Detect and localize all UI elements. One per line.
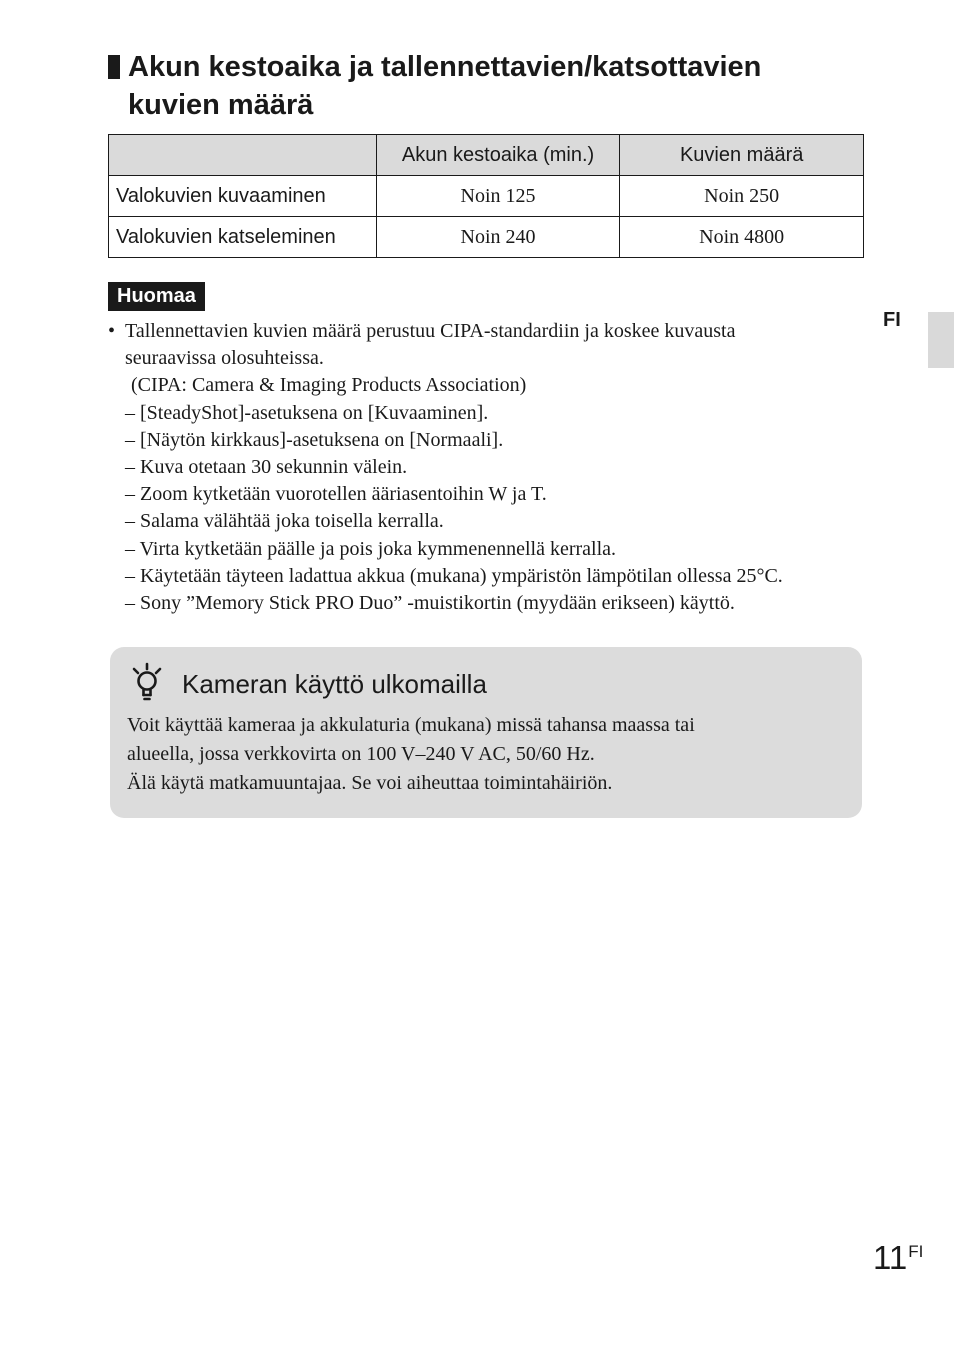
table-row [109, 217, 864, 258]
page-number-suffix: FI [908, 1242, 924, 1261]
condition-item: – Sony ”Memory Stick PRO Duo” -muistikortin (myydään erikseen) käyttö. [125, 592, 735, 615]
image-count-value: Noin 4800 [620, 217, 864, 258]
battery-life-value: Noin 240 [376, 217, 620, 258]
heading-marker [108, 55, 120, 79]
note-bullet [108, 318, 878, 345]
table-row [109, 176, 864, 217]
tip-line: Älä käytä matkamuuntajaa. Se voi aiheuttaa toimintahäiriön. [127, 772, 613, 794]
battery-life-value: Noin 125 [376, 176, 620, 217]
tip-title: Kameran käyttö ulkomailla [182, 669, 487, 699]
row-label: Valokuvien kuvaaminen [109, 176, 377, 217]
condition-item: – [Näytön kirkkaus]-asetuksena on [Normaali]. [125, 428, 504, 451]
page-number [873, 1236, 923, 1286]
table-header-image-count: Kuvien määrä [620, 135, 864, 176]
condition-item: – Käytetään täyteen ladattua akkua (mukana) ympäristön lämpötilan ollessa 25°C. [125, 564, 783, 587]
note-label: Huomaa [108, 282, 205, 311]
tip-line: Voit käyttää kameraa ja akkulaturia (mukana) missä tahansa maassa tai [127, 714, 695, 736]
battery-life-table [108, 134, 864, 258]
image-count-value: Noin 250 [620, 176, 864, 217]
condition-item: – Kuva otetaan 30 sekunnin välein. [125, 456, 408, 479]
language-label: FI [883, 309, 901, 331]
condition-item: – [SteadyShot]-asetuksena on [Kuvaaminen]. [125, 401, 489, 424]
note-text-continued: seuraavissa olosuhteissa. [125, 347, 324, 370]
heading-line-1: Akun kestoaika ja tallennettavien/katsottavien [128, 51, 762, 83]
note-text: Tallennettavien kuvien määrä perustuu CIPA-standardiin ja koskee kuvausta [125, 320, 736, 342]
condition-item: – Salama välähtää joka toisella kerralla. [125, 510, 444, 533]
table-header-empty [109, 135, 377, 176]
section-heading [108, 48, 868, 124]
cipa-note: (CIPA: Camera & Imaging Products Association) [131, 374, 527, 397]
notes-list [108, 318, 878, 617]
row-label: Valokuvien katseleminen [109, 217, 377, 258]
tip-box [110, 647, 862, 818]
tip-line: alueella, jossa verkkovirta on 100 V–240 V AC, 50/60 Hz. [127, 743, 595, 765]
tip-body [127, 711, 847, 798]
edge-tab [928, 312, 954, 368]
page-number-value: 11 [873, 1239, 908, 1276]
lightbulb-icon [129, 662, 165, 707]
heading-line-2: kuvien määrä [128, 89, 314, 121]
table-header-battery-life: Akun kestoaika (min.) [376, 135, 620, 176]
table-header-row [109, 135, 864, 176]
condition-item: – Virta kytketään päälle ja pois joka kymmenennellä kerralla. [125, 537, 617, 560]
bullet-icon: • [108, 320, 116, 342]
condition-item: – Zoom kytketään vuorotellen ääriasentoihin W ja T. [125, 483, 547, 506]
